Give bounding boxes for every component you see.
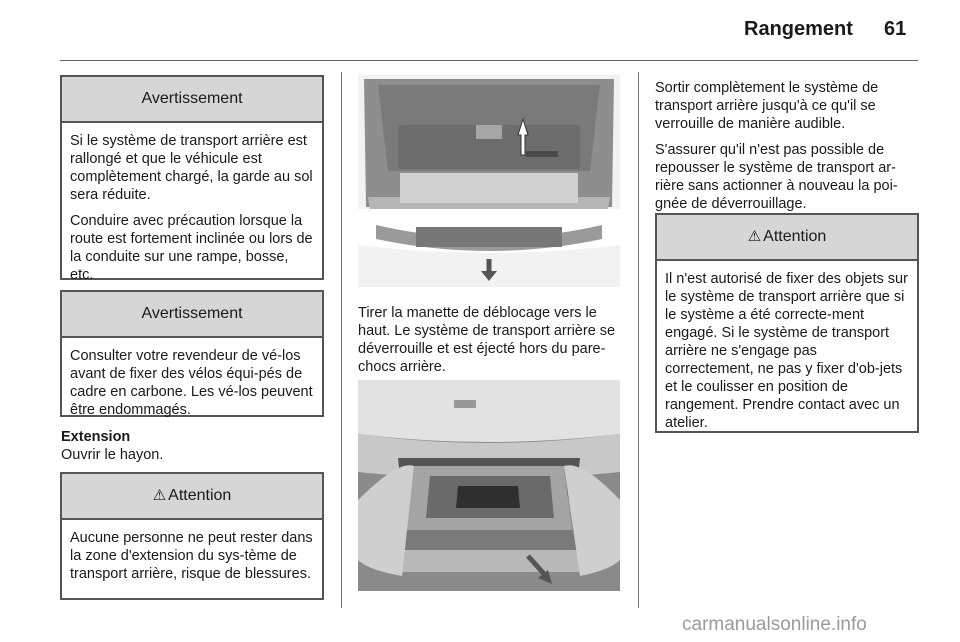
warning-box-title: Avertissement (62, 77, 322, 123)
column-divider-2 (638, 72, 639, 608)
rear-bumper-drawing (358, 75, 620, 287)
warning-paragraph: Conduire avec précaution lorsque la route est fortement inclinée ou lors de la conduite sur une rampe, bosse, etc. (70, 213, 313, 283)
warning-paragraph: Consulter votre revendeur de vé-los avant de fixer des vélos équi-pés de cadre en carbone. Les vé-los peuvent être endommagés. (70, 348, 313, 418)
instruction-paragraph: S'assurer qu'il n'est pas possible de repousser le système de transport ar-rière sans actionner à nouveau la poi-gnée de déverrouillage. (655, 142, 898, 212)
attention-text: Aucune personne ne peut rester dans la zone d'extension du sys-tème de transport arrière, risque de blessures. (70, 530, 313, 582)
warning-box-2 (60, 290, 324, 417)
attention-box-body (657, 261, 917, 440)
release-handle-illustration (358, 75, 620, 287)
release-caption: Tirer la manette de déblocage vers le haut. Le système de transport arrière se déverrouille et est éjecté hors du pare-chocs arrière. (358, 305, 616, 375)
warning-box-body (62, 123, 322, 292)
attention-box-header (657, 215, 917, 261)
column-divider-1 (341, 72, 342, 608)
attention-title: Attention (168, 487, 232, 504)
instructions-text (655, 79, 921, 221)
warning-paragraph: Si le système de transport arrière est rallongé et que le véhicule est complètement chargé, la garde au sol sera réduite. (70, 133, 313, 203)
watermark: carmanualsonline.info (682, 614, 867, 635)
warning-triangle-icon: ⚠ (152, 487, 167, 504)
header-divider (60, 60, 918, 61)
extension-section (61, 428, 323, 464)
bike-carrier-drawing (358, 380, 620, 591)
attention-title: Attention (763, 228, 827, 245)
section-text: Ouvrir le hayon. (61, 447, 164, 463)
warning-box-1 (60, 75, 324, 283)
attention-box-2 (655, 213, 919, 433)
attention-box-header (62, 474, 322, 520)
page-title: Rangement (744, 18, 853, 40)
warning-box-title: Avertissement (62, 292, 322, 338)
attention-box-1 (60, 472, 324, 600)
attention-box-body (62, 520, 322, 591)
warning-box-body (62, 338, 322, 427)
page-number: 61 (884, 18, 907, 40)
extended-carrier-illustration (358, 380, 620, 591)
instruction-paragraph: Sortir complètement le système de transport arrière jusqu'à ce qu'il se verrouille de manière audible. (655, 80, 879, 132)
attention-text: Il n'est autorisé de fixer des objets sur le système de transport arrière que si le système a été correcte-ment engagé. Si le système de transport arrière ne s'engage pas correctement, ne pas y fixer d'ob-jets et le coulisser en position de rangement. Prendre contact avec un atelier. (665, 271, 908, 431)
warning-triangle-icon: ⚠ (747, 228, 762, 245)
section-heading: Extension (61, 429, 131, 445)
